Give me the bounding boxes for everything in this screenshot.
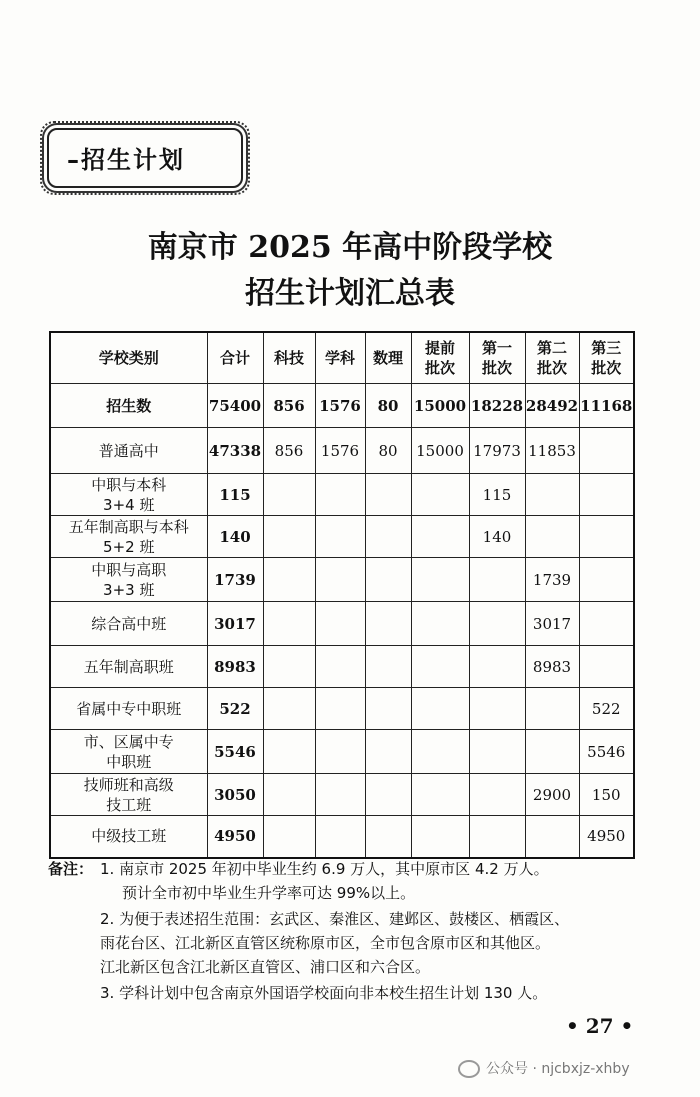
cell-b3 (579, 558, 634, 602)
header-cell: 第二 批次 (525, 332, 579, 384)
table-row (50, 646, 634, 688)
cell-tiqian (411, 774, 469, 816)
cell-b2 (525, 516, 579, 558)
row-category: 省属中专中职班 (50, 688, 207, 730)
header-cell: 第三 批次 (579, 332, 634, 384)
notes-lead: 备注： (48, 860, 94, 878)
cell-b3 (579, 474, 634, 516)
cell-b2: 1739 (525, 558, 579, 602)
row-category: 中职与本科 3+4 班 (50, 474, 207, 516)
cell-b3 (579, 428, 634, 474)
row-category: 综合高中班 (50, 602, 207, 646)
cell-b2 (525, 816, 579, 858)
table-row (50, 602, 634, 646)
cell-keji (263, 516, 315, 558)
cell-b3: 5546 (579, 730, 634, 774)
row-category: 中级技工班 (50, 816, 207, 858)
cell-tiqian: 15000 (411, 428, 469, 474)
cell-b2 (525, 474, 579, 516)
table-row (50, 774, 634, 816)
note-1b: 预计全市初中毕业生升学率可达 99%以上。 (122, 884, 416, 902)
cell-xueke: 1576 (315, 384, 365, 428)
table-header-row (50, 332, 634, 384)
section-header-box (47, 128, 243, 188)
cell-b1 (469, 816, 525, 858)
cell-total: 75400 (207, 384, 263, 428)
cell-shuli (365, 730, 411, 774)
cell-total: 140 (207, 516, 263, 558)
cell-b2: 8983 (525, 646, 579, 688)
cell-xueke (315, 558, 365, 602)
cell-b3 (579, 516, 634, 558)
header-cell: 学校类别 (50, 332, 207, 384)
header-cell: 科技 (263, 332, 315, 384)
cell-b2 (525, 730, 579, 774)
cell-b1 (469, 558, 525, 602)
cell-shuli (365, 474, 411, 516)
cell-tiqian: 15000 (411, 384, 469, 428)
table-row (50, 428, 634, 474)
section-label: –招生计划 (67, 146, 185, 174)
cell-keji (263, 474, 315, 516)
cell-total: 4950 (207, 816, 263, 858)
watermark (458, 1058, 630, 1078)
row-category: 普通高中 (50, 428, 207, 474)
page-number: • 27 • (566, 1014, 634, 1038)
cell-xueke (315, 516, 365, 558)
cell-total: 522 (207, 688, 263, 730)
cell-shuli (365, 646, 411, 688)
cell-shuli (365, 816, 411, 858)
cell-total: 1739 (207, 558, 263, 602)
note-2b: 雨花台区、江北新区直管区统称原市区，全市包含原市区和其他区。 (100, 934, 551, 952)
cell-b1: 140 (469, 516, 525, 558)
cell-tiqian (411, 646, 469, 688)
cell-shuli (365, 688, 411, 730)
cell-keji: 856 (263, 428, 315, 474)
cell-tiqian (411, 516, 469, 558)
cell-b2: 28492 (525, 384, 579, 428)
cell-keji (263, 774, 315, 816)
cell-total: 3050 (207, 774, 263, 816)
cell-b2: 2900 (525, 774, 579, 816)
cell-b1: 18228 (469, 384, 525, 428)
cell-b3: 4950 (579, 816, 634, 858)
cell-b2: 11853 (525, 428, 579, 474)
cell-b1: 115 (469, 474, 525, 516)
table-row (50, 516, 634, 558)
cell-xueke: 1576 (315, 428, 365, 474)
note-3: 3. 学科计划中包含南京外国语学校面向非本校生招生计划 130 人。 (100, 984, 548, 1002)
header-cell: 学科 (315, 332, 365, 384)
row-category: 五年制高职与本科 5+2 班 (50, 516, 207, 558)
cell-tiqian (411, 474, 469, 516)
page-title-line1: 南京市 2025 年高中阶段学校 (147, 230, 553, 265)
header-cell: 数理 (365, 332, 411, 384)
cell-shuli (365, 516, 411, 558)
cell-total: 8983 (207, 646, 263, 688)
cell-shuli: 80 (365, 384, 411, 428)
cell-keji (263, 816, 315, 858)
table-row (50, 384, 634, 428)
row-category: 中职与高职 3+3 班 (50, 558, 207, 602)
cell-b1: 17973 (469, 428, 525, 474)
row-category: 技师班和高级 技工班 (50, 774, 207, 816)
row-category: 招生数 (50, 384, 207, 428)
page-title-line2: 招生计划汇总表 (245, 276, 455, 311)
cell-keji: 856 (263, 384, 315, 428)
cell-total: 3017 (207, 602, 263, 646)
enrollment-plan-table (49, 331, 635, 859)
table-row (50, 816, 634, 858)
cell-b1 (469, 774, 525, 816)
cell-shuli (365, 558, 411, 602)
header-cell: 提前 批次 (411, 332, 469, 384)
table-row (50, 558, 634, 602)
cell-tiqian (411, 602, 469, 646)
cell-b3 (579, 602, 634, 646)
cell-b2 (525, 688, 579, 730)
watermark-text: 公众号 · njcbxjz-xhby (486, 1061, 630, 1077)
cell-b3: 150 (579, 774, 634, 816)
header-cell: 第一 批次 (469, 332, 525, 384)
cell-shuli (365, 774, 411, 816)
note-1a: 1. 南京市 2025 年初中毕业生约 6.9 万人，其中原市区 4.2 万人。 (100, 860, 549, 878)
cell-keji (263, 730, 315, 774)
cell-tiqian (411, 730, 469, 774)
cell-shuli (365, 602, 411, 646)
cell-xueke (315, 646, 365, 688)
cell-keji (263, 688, 315, 730)
cell-total: 5546 (207, 730, 263, 774)
header-cell: 合计 (207, 332, 263, 384)
note-2c: 江北新区包含江北新区直管区、浦口区和六合区。 (100, 958, 431, 976)
cell-b3: 522 (579, 688, 634, 730)
cell-xueke (315, 730, 365, 774)
cell-b1 (469, 688, 525, 730)
cell-total: 47338 (207, 428, 263, 474)
cell-tiqian (411, 816, 469, 858)
cell-keji (263, 646, 315, 688)
row-category: 五年制高职班 (50, 646, 207, 688)
cell-b2: 3017 (525, 602, 579, 646)
cell-xueke (315, 688, 365, 730)
cell-keji (263, 558, 315, 602)
cell-tiqian (411, 688, 469, 730)
row-category: 市、区属中专 中职班 (50, 730, 207, 774)
cell-xueke (315, 474, 365, 516)
table-row (50, 474, 634, 516)
cell-b1 (469, 730, 525, 774)
cell-xueke (315, 816, 365, 858)
cell-keji (263, 602, 315, 646)
note-2a: 2. 为便于表述招生范围：玄武区、秦淮区、建邺区、鼓楼区、栖霞区、 (100, 910, 570, 928)
cell-tiqian (411, 558, 469, 602)
cell-b3 (579, 646, 634, 688)
cell-xueke (315, 774, 365, 816)
cell-b3: 11168 (579, 384, 634, 428)
wechat-icon (458, 1060, 480, 1078)
cell-b1 (469, 602, 525, 646)
cell-xueke (315, 602, 365, 646)
cell-total: 115 (207, 474, 263, 516)
cell-b1 (469, 646, 525, 688)
cell-shuli: 80 (365, 428, 411, 474)
table-row (50, 730, 634, 774)
table-row (50, 688, 634, 730)
